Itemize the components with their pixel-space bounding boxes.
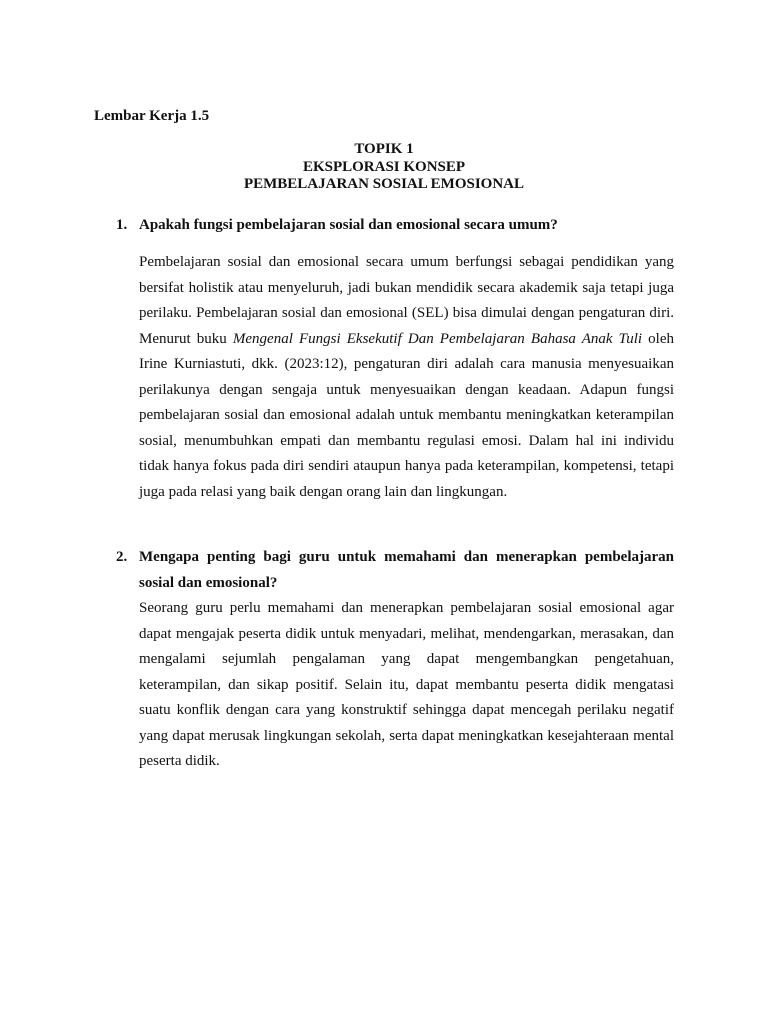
question-2-heading bbox=[116, 544, 674, 596]
topic-subtitle: EKSPLORASI KONSEP bbox=[302, 158, 466, 175]
book-title: Mengenal Fungsi Eksekutif Dan Pembelajaran Bahasa Anak Tuli bbox=[232, 330, 643, 347]
question-1-number: 1. bbox=[116, 217, 128, 233]
question-1-text: Apakah fungsi pembelajaran sosial dan emosional secara umum? bbox=[139, 217, 558, 233]
question-2-number: 2. bbox=[116, 549, 128, 565]
answer-1-text-start: Pembelajaran sosial dan emosional secara umum berfungsi sebagai pendidikan yang bersifat holistik atau menyeluruh, jadi bukan mendidik secara akademik saja tetapi juga perilaku. Pembelajaran sosial dan emosional (SEL) bisa dimulai dengan pengaturan diri. Menurut buku bbox=[139, 254, 674, 347]
question-2-text: Mengapa penting bagi guru untuk memahami dan menerapkan pembelajaran sosial dan emosional? bbox=[139, 549, 674, 591]
question-1 bbox=[116, 212, 674, 505]
worksheet-label: Lembar Kerja 1.5 bbox=[94, 108, 210, 124]
question-1-heading bbox=[116, 212, 674, 238]
topic-title: TOPIK 1 bbox=[354, 141, 414, 157]
title-block bbox=[0, 141, 768, 194]
answer-1-text-end: oleh Irine Kurniastuti, dkk. (2023:12), pengaturan diri adalah cara manusia menyesuaikan perilakunya dengan sengaja untuk menyesuaikan dengan keadaan. Adapun fungsi pembelajaran sosial dan emosional adalah untuk membantu meningkatkan keterampilan sosial, menumbuhkan empati dan membantu regulasi emosi. Dalam hal ini individu tidak hanya fokus pada diri sendiri ataupun hanya pada keterampilan, kompetensi, tetapi juga pada relasi yang baik dengan orang lain dan lingkungan. bbox=[139, 330, 674, 500]
answer-2: Seorang guru perlu memahami dan menerapkan pembelajaran sosial emosional agar dapat mengajak peserta didik untuk menyadari, melihat, mendengarkan, merasakan, dan mengalami sejumlah pengalaman yang dapat mengembangkan pengetahuan, keterampilan, dan sikap positif. Selain itu, dapat membantu peserta didik mengatasi suatu konflik dengan cara yang konstruktif sehingga dapat mencegah perilaku negatif yang dapat merusak lingkungan sekolah, serta dapat meningkatkan kesejahteraan mental peserta didik. bbox=[139, 600, 674, 769]
question-2 bbox=[116, 544, 674, 775]
topic-heading: PEMBELAJARAN SOSIAL EMOSIONAL bbox=[243, 176, 525, 192]
answer-1 bbox=[116, 250, 674, 505]
